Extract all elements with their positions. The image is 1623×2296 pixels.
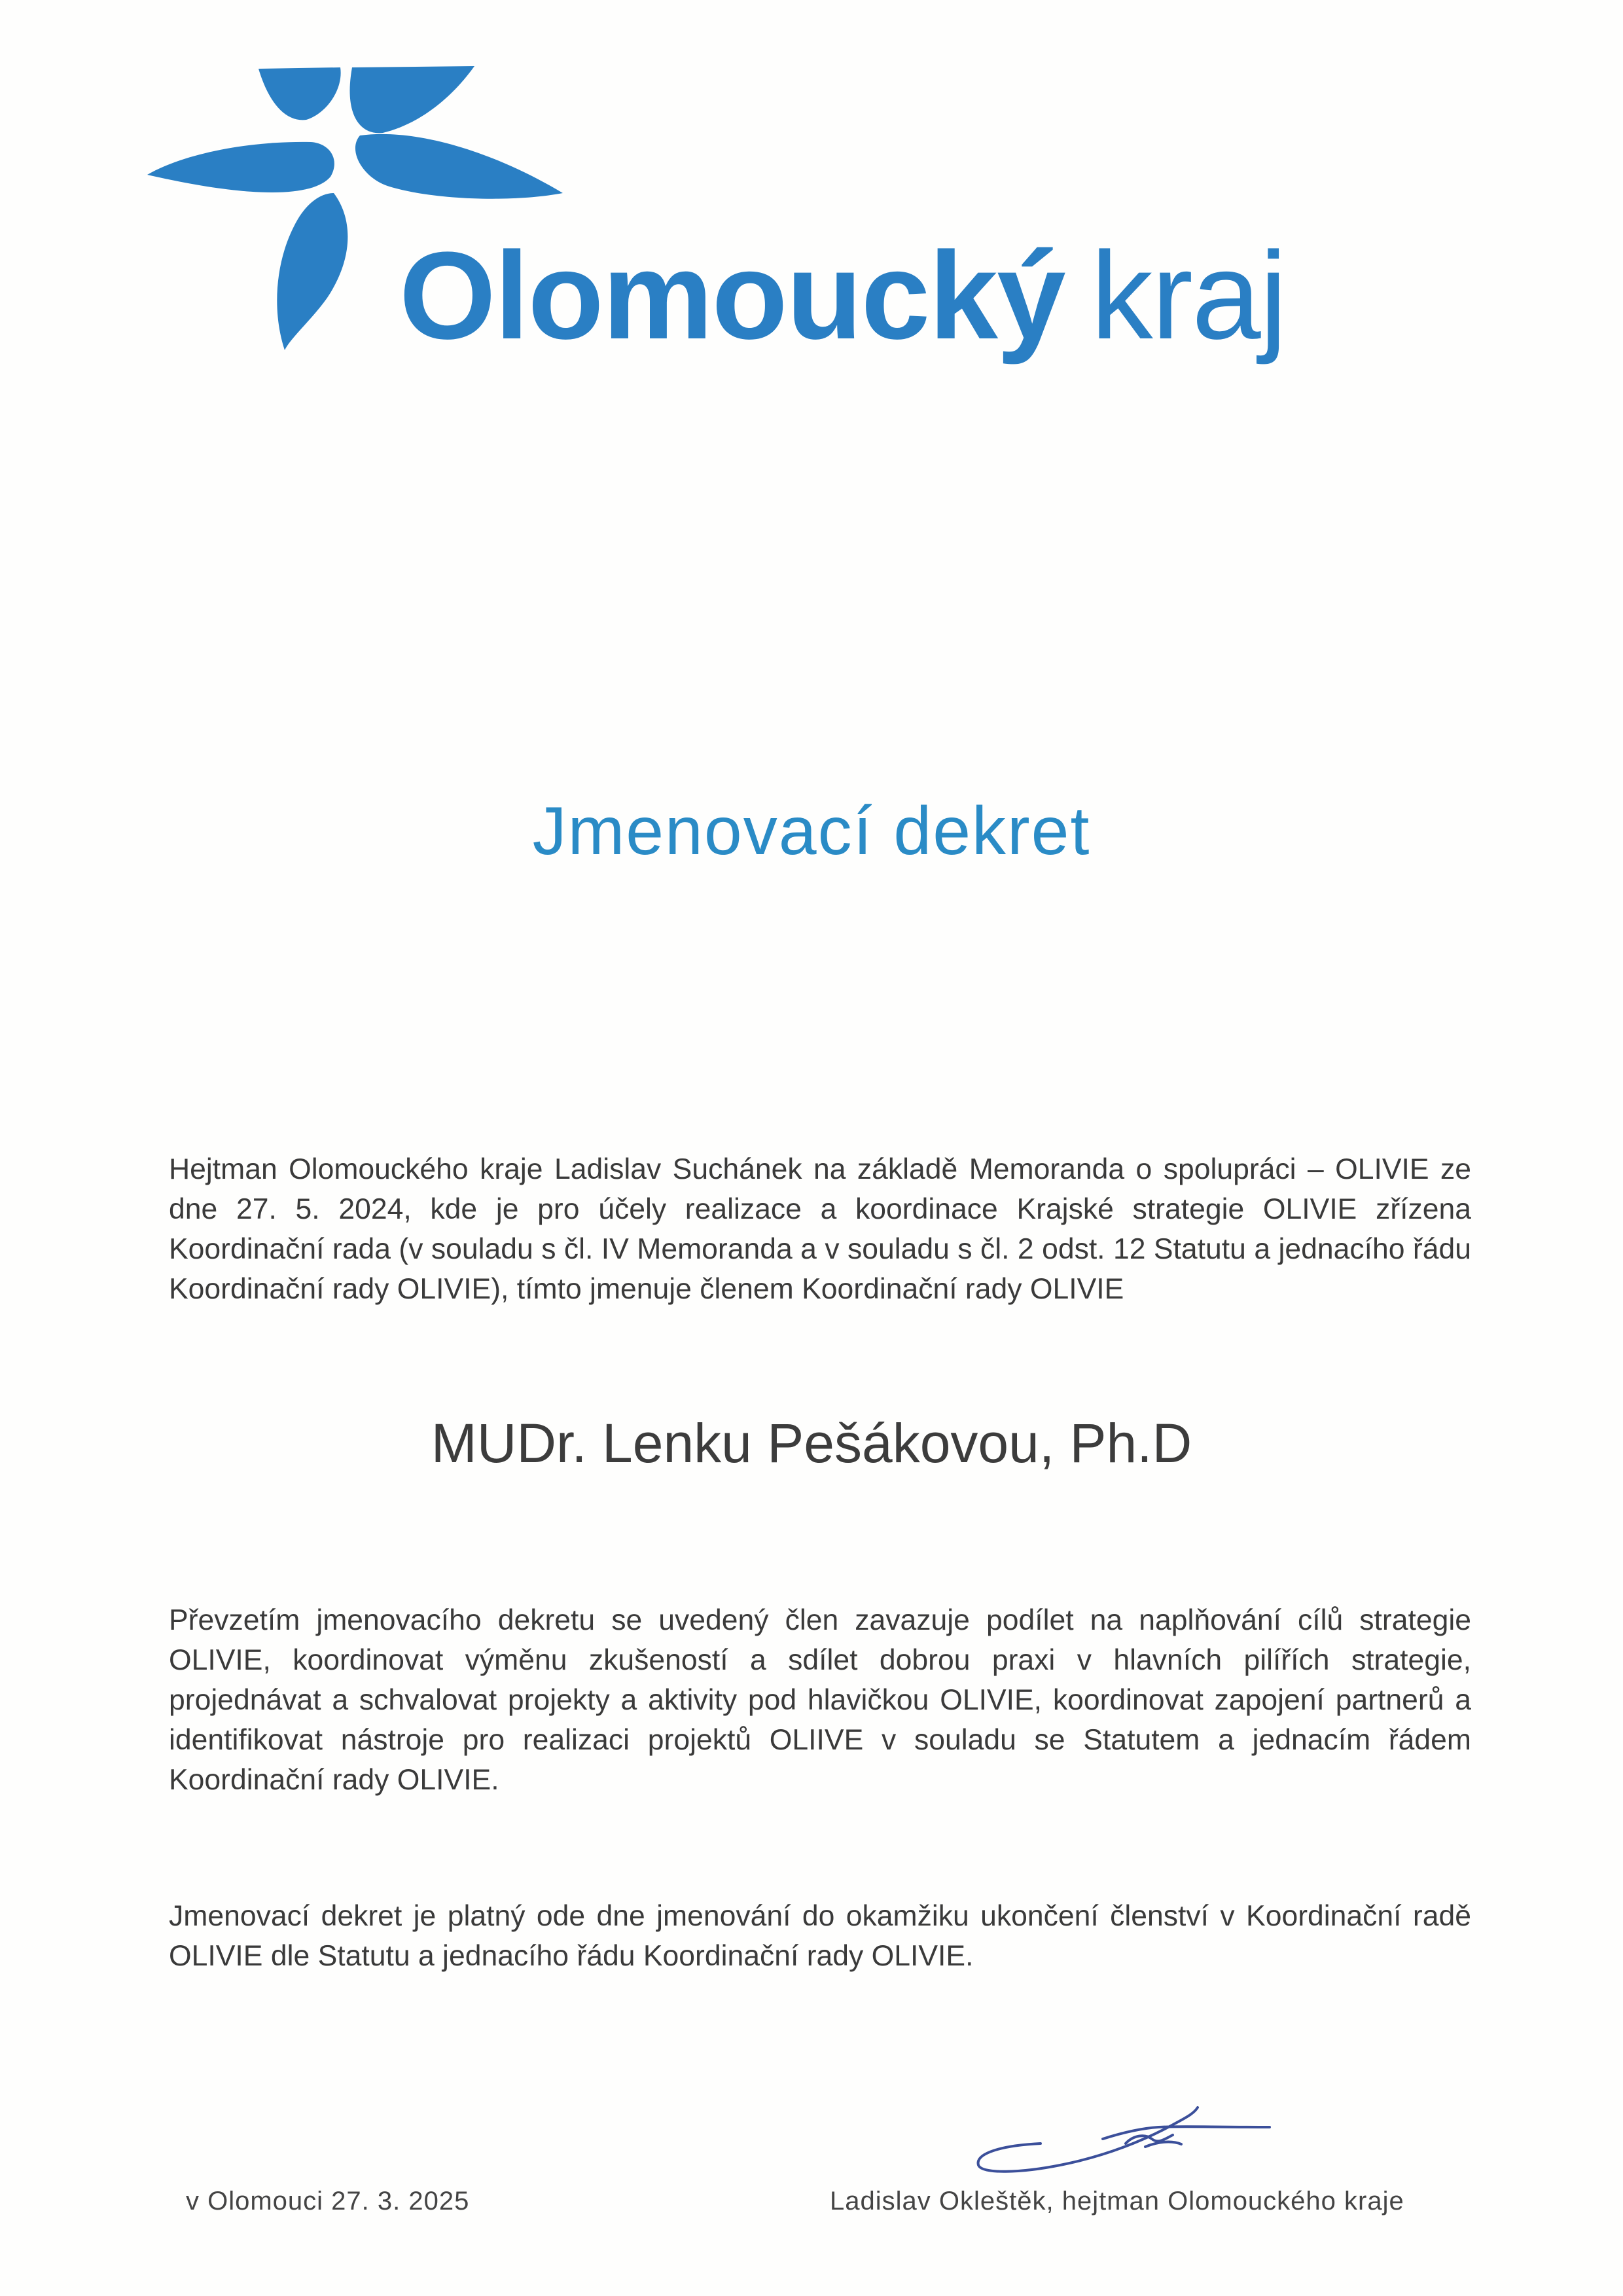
appointee-name: MUDr. Lenku Pešákovou, Ph.D [431,1412,1192,1474]
brand-name-light: kraj [1090,226,1286,365]
signatory-line: Ladislav Okleštěk, hejtman Olomouckého kraje [830,2187,1404,2215]
place-date: v Olomouci 27. 3. 2025 [186,2187,470,2215]
brand-logotype [399,226,1286,365]
validity-paragraph: Jmenovací dekret je platný ode dne jmenování do okamžiku ukončení členství v Koordinační radě OLIVIE dle Statutu a jednacího řádu Koordinační rady OLIVIE. [169,1900,1471,1972]
obligations-paragraph: Převzetím jmenovacího dekretu se uvedený člen zavazuje podílet na naplňování cílů strategie OLIVIE, koordinovat výměnu zkušeností a sdílet dobrou praxi v hlavních pilířích strategie, projednávat a schvalovat projekty a aktivity pod hlavičkou OLIVIE, koordinovat zapojení partnerů a identifikovat nástroje pro realizaci projektů OLIIVE v souladu se Statutem a jednacím řádem Koordinační rady OLIVIE. [169,1604,1471,1796]
appointment-paragraph: Hejtman Olomouckého kraje Ladislav Suchánek na základě Memoranda o spolupráci – OLIVIE ze dne 27. 5. 2024, kde je pro účely realizace a koordinace Krajské strategie OLIVIE zřízena Koordinační rada (v souladu s čl. IV Memoranda a v souladu s čl. 2 odst. 12 Statutu a jednacího řádu Koordinační rady OLIVIE), tímto jmenuje členem Koordinační rady OLIVIE [169,1153,1471,1305]
document-title: Jmenovací dekret [532,793,1091,869]
brand-name-bold: Olomoucký [399,226,1065,365]
handwritten-signature-icon [962,2081,1289,2186]
